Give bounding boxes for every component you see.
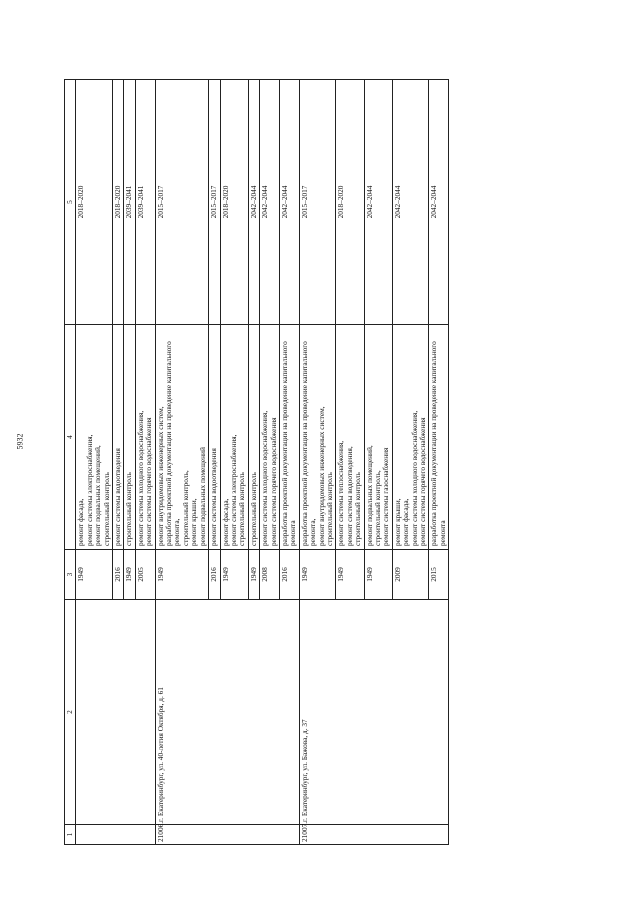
build-year-cell: 1949 (220, 550, 248, 600)
period-cell: 2015–2017 (299, 80, 336, 325)
table-row (299, 80, 336, 845)
page-number: 5932 (15, 433, 25, 450)
address-cell (76, 600, 155, 825)
address-cell: г. Екатеринбург, ул. 40-летия Октября, д. 61 (155, 600, 299, 825)
table-body (76, 80, 449, 845)
works-cell (135, 325, 155, 550)
work-item: ремонт крыши, (189, 498, 199, 546)
work-item: ремонт системы водоотведения (209, 448, 219, 546)
works-cell (209, 325, 220, 550)
table-row (155, 80, 208, 845)
work-item: ремонт системы водоотведения (113, 448, 123, 546)
build-year-cell: 2016 (113, 550, 124, 600)
period-cell: 2039–2041 (135, 80, 155, 325)
build-year-cell: 2005 (135, 550, 155, 600)
works-cell (155, 325, 208, 550)
build-year-cell: 1949 (248, 550, 259, 600)
work-item: ремонт внутридомовых инженерных систем, (155, 406, 165, 546)
work-item: строительный контроль (124, 472, 134, 546)
row-number: 21006. (155, 825, 299, 845)
work-item: ремонт системы электроснабжения, (228, 434, 238, 546)
works-cell (299, 325, 336, 550)
work-item: разработка проектной документации на проведение капитального ремонта, (299, 341, 318, 546)
build-year-cell: 1949 (124, 550, 135, 600)
work-item: ремонт фасада, (401, 498, 411, 546)
build-year-cell: 2016 (209, 550, 220, 600)
works-cell (124, 325, 135, 550)
period-cell: 2042–2044 (429, 80, 449, 325)
period-cell: 2042–2044 (260, 80, 280, 325)
works-cell (220, 325, 248, 550)
header-row (65, 80, 76, 845)
rotated-table-wrapper (64, 80, 567, 845)
works-cell (392, 325, 429, 550)
build-year-cell: 2008 (260, 550, 280, 600)
work-item: разработка проектной документации на проведение капитального ремонта (429, 341, 447, 546)
work-item: ремонт системы горячего водоснабжения (144, 417, 154, 546)
period-cell: 2015–2017 (209, 80, 220, 325)
build-year-cell: 1949 (155, 550, 208, 600)
period-cell: 2018–2020 (113, 80, 124, 325)
works-cell (279, 325, 299, 550)
work-item: разработка проектной документации на проведение капитального ремонта (279, 341, 298, 546)
work-item: ремонт системы водоотведения, (344, 446, 354, 546)
work-item: ремонт системы холодного водоснабжения, (135, 410, 145, 546)
period-cell: 2018–2020 (336, 80, 364, 325)
work-item: ремонт системы холодного водоснабжения, (409, 410, 419, 546)
works-cell (336, 325, 364, 550)
works-cell (76, 325, 113, 550)
address-cell: г. Екатеринбург, ул. Бажова, д. 37 (299, 600, 449, 825)
work-item: строительный контроль (353, 472, 363, 546)
work-item: строительный контроль, (180, 470, 190, 546)
period-cell: 2039–2041 (124, 80, 135, 325)
works-cell (429, 325, 449, 550)
work-item: строительный контроль (248, 472, 258, 546)
period-cell: 2015–2017 (155, 80, 208, 325)
works-cell (364, 325, 392, 550)
header-col-3: 3 (65, 550, 76, 600)
works-cell (260, 325, 280, 550)
header-col-5: 5 (65, 80, 76, 325)
work-item: ремонт системы электроснабжения, (84, 434, 94, 546)
works-cell (248, 325, 259, 550)
work-item: строительный контроль (101, 472, 111, 546)
work-item: строительный контроль (324, 472, 334, 546)
build-year-cell: 1949 (364, 550, 392, 600)
work-item: ремонт системы горячего водоснабжения (418, 417, 428, 546)
period-cell: 2018–2020 (220, 80, 248, 325)
build-year-cell: 1949 (299, 550, 336, 600)
period-cell: 2042–2044 (392, 80, 429, 325)
work-item: ремонт крыши, (392, 498, 402, 546)
work-item: строительный контроль, (373, 470, 382, 546)
row-number: 21007. (299, 825, 449, 845)
header-col-4: 4 (65, 325, 76, 550)
works-cell (113, 325, 124, 550)
period-cell: 2042–2044 (248, 80, 259, 325)
work-item: ремонт системы холодного водоснабжения, (260, 410, 270, 546)
capital-repair-table (64, 79, 449, 845)
work-item: ремонт фасада, (76, 498, 86, 546)
table-row (76, 80, 113, 845)
period-cell: 2018–2020 (76, 80, 113, 325)
work-item: ремонт подвальных помещений (197, 447, 207, 546)
work-item: ремонт подвальных помещений, (93, 445, 103, 546)
work-item: ремонт системы теплоснабжения, (336, 440, 346, 546)
row-number (76, 825, 155, 845)
work-item: ремонт системы горячего водоснабжения (268, 417, 278, 546)
header-col-1: 1 (65, 825, 76, 845)
build-year-cell: 1949 (76, 550, 113, 600)
build-year-cell: 1949 (336, 550, 364, 600)
work-item: разработка проектной документации на проведение капитального ремонта, (164, 341, 182, 546)
work-item: строительный контроль (237, 472, 247, 546)
work-item: ремонт подвальных помещений, (364, 445, 374, 546)
work-item: ремонт фасада, (220, 498, 230, 546)
build-year-cell: 2015 (429, 550, 449, 600)
work-item: ремонт внутридомовых инженерных систем, (316, 406, 326, 546)
work-item: ремонт системы газоснабжения (381, 447, 391, 546)
period-cell: 2042–2044 (279, 80, 299, 325)
header-col-2: 2 (65, 600, 76, 825)
build-year-cell: 2016 (279, 550, 299, 600)
build-year-cell: 2009 (392, 550, 429, 600)
period-cell: 2042–2044 (364, 80, 392, 325)
